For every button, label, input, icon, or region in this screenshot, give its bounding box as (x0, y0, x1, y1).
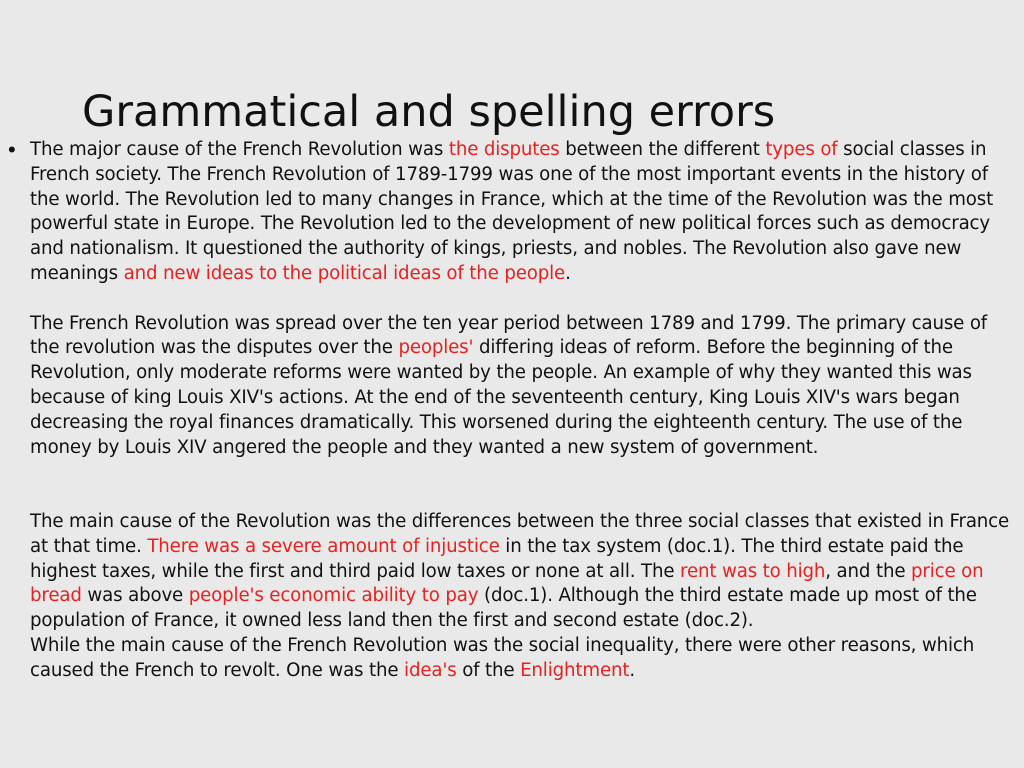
text-run: While the main cause of the French Revolution was the social inequality, there were other reasons, which caused the French to revolt. One was the (30, 634, 975, 681)
text-run: , and the (825, 560, 911, 582)
text-run: differing ideas of reform. Before the beginning of the Revolution, only moderate reforms were wanted by the people. An example of why they wanted this was because of king Louis XIV's actions. At the end of the seventeenth century, King Louis XIV's wars began decreasing the royal finances dramatically. This worsened during the eighteenth century. The use of the money by Louis XIV angered the people and they wanted a new system of government. (30, 337, 972, 458)
paragraph-disputes (30, 138, 1020, 287)
highlighted-error: rent was to high (680, 560, 826, 582)
text-run: The main cause of the Revolution was the differences between the three social classes that existed in France at that time. (30, 510, 1010, 557)
highlighted-error: types of (765, 139, 838, 160)
bullet-marker: • (8, 137, 16, 162)
highlighted-error: the disputes (448, 139, 560, 160)
highlighted-error: and new ideas to the political ideas of the people (123, 262, 566, 284)
text-run: The major cause of the French Revolution was (30, 139, 449, 160)
highlighted-error: people's economic ability to pay (188, 585, 479, 607)
highlighted-error: Enlightment (520, 659, 630, 681)
text-run: of the (456, 659, 521, 681)
highlighted-error: idea's (404, 659, 457, 681)
text-run: . (565, 262, 571, 284)
paragraph-enlightenment (30, 634, 1020, 684)
highlighted-error: price on bread (30, 560, 984, 607)
slide-body (30, 138, 1020, 684)
text-run: was above (81, 585, 189, 607)
text-run: . (629, 659, 635, 681)
text-run: social classes in French society. The French Revolution of 1789-1799 was one of the most important events in the history of the world. The Revolution led to many changes in France, which at the time of the Revolution was the most powerful state in Europe. The Revolution led to the development of new political forces such as democracy and nationalism. It questioned the authority of kings, priests, and nobles. The Revolution also gave new meanings (30, 139, 994, 284)
text-run: (doc.1). Although the third estate made up most of the population of France, it owned less land then the first and second estate (doc.2). (30, 585, 977, 632)
highlighted-error: peoples' (398, 337, 474, 359)
text-run: in the tax system (doc.1). The third estate paid the highest taxes, while the first and third paid low taxes or none at all. The (30, 535, 964, 582)
highlighted-error: There was a severe amount of injustice (147, 535, 500, 557)
slide-title: Grammatical and spelling errors (82, 87, 776, 137)
text-run: The French Revolution was spread over the ten year period between 1789 and 1799. The primary cause of the revolution was the disputes over the (30, 312, 988, 359)
text-run: between the different (559, 139, 766, 160)
paragraph-social-classes (30, 510, 1020, 634)
paragraph-reform (30, 312, 1020, 461)
